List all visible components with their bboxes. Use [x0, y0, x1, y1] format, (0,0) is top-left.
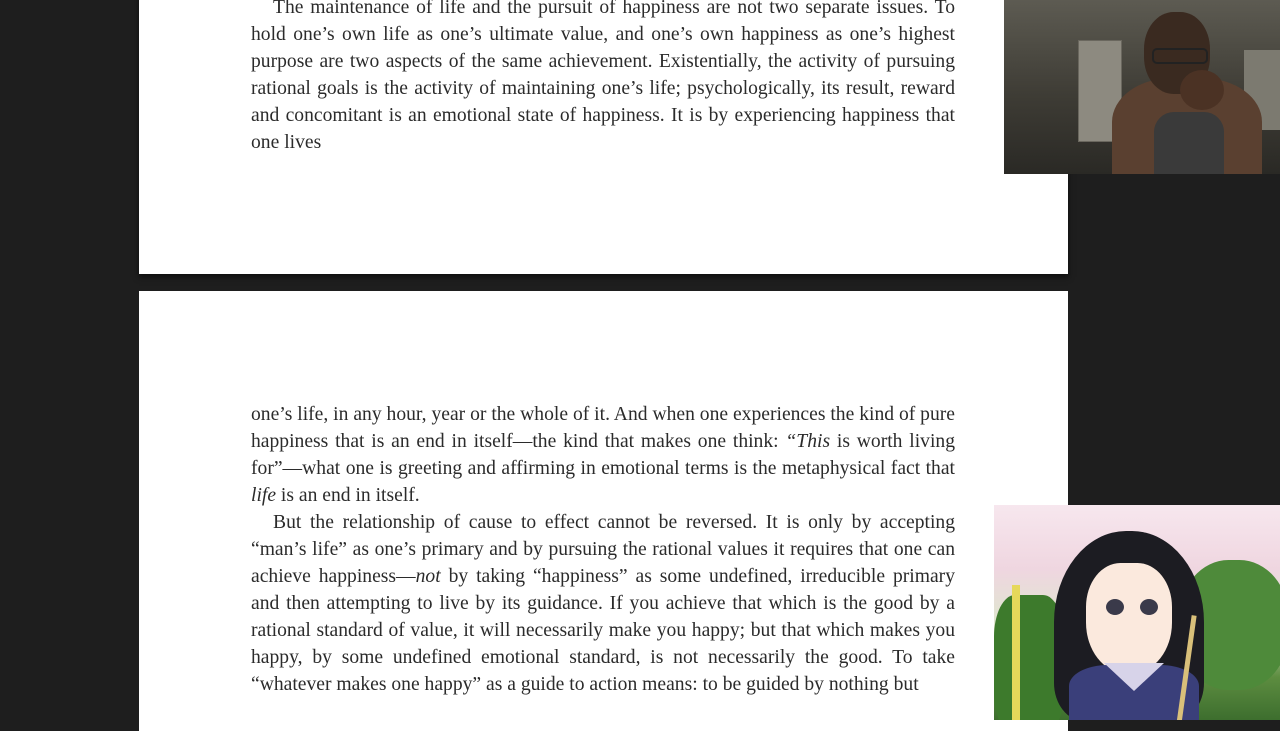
page-2-text: [251, 401, 955, 698]
document-page-2: [139, 291, 1068, 731]
italic-run: not: [415, 566, 441, 587]
text-run: by taking “happiness” as some undefined, irreducible primary and then attempting to live by its guidance. If you achieve that which is the good by a rational standard of value, it will necessarily make you happy; but that which makes you happy, by some undefined emotional standard, is not necessarily the good. To take “whatever makes one happy” as a guide to action means: to be guided by nothing but: [251, 566, 955, 695]
paragraph: The maintenance of life and the pursuit of happiness are not two separate issues. To hold one’s own life as one’s ultimate value, and one’s own happiness as one’s highest purpose are two aspects of the same achievement. Existentially, the activity of pursuing rational goals is the activity of maintaining one’s life; psychologically, its result, reward and concomitant is an emotional state of happiness. It is by experiencing happiness that one lives: [251, 0, 955, 153]
glasses: [1152, 48, 1208, 64]
webcam-overlay: [1004, 0, 1280, 174]
document-page-1: [139, 0, 1068, 274]
paragraph-2: [251, 509, 955, 698]
pole: [1012, 585, 1020, 720]
page-1-text: [251, 0, 955, 156]
paragraph-1: [251, 401, 955, 509]
text-run: But the relationship of cause to effect cannot be reversed. It is only by accepting “man’s life” as one’s primary and by pursuing the rational values it requires that one can achieve happiness—: [251, 512, 955, 587]
character-eye: [1140, 599, 1158, 615]
character-face: [1086, 563, 1172, 673]
italic-run: “This: [785, 431, 831, 452]
text-run: is worth living for”—what one is greeting and affirming in emotional terms is the metaphysical fact that: [251, 431, 955, 479]
character-eye: [1106, 599, 1124, 615]
shirt: [1154, 112, 1224, 174]
hand-with-mic: [1180, 70, 1224, 110]
text-run: one’s life, in any hour, year or the whole of it. And when one experiences the kind of pure happiness that is an end in itself—the kind that makes one think:: [251, 404, 955, 452]
anime-overlay: [994, 505, 1280, 720]
italic-run: life: [251, 485, 277, 506]
text-run: is an end in itself.: [276, 485, 420, 506]
